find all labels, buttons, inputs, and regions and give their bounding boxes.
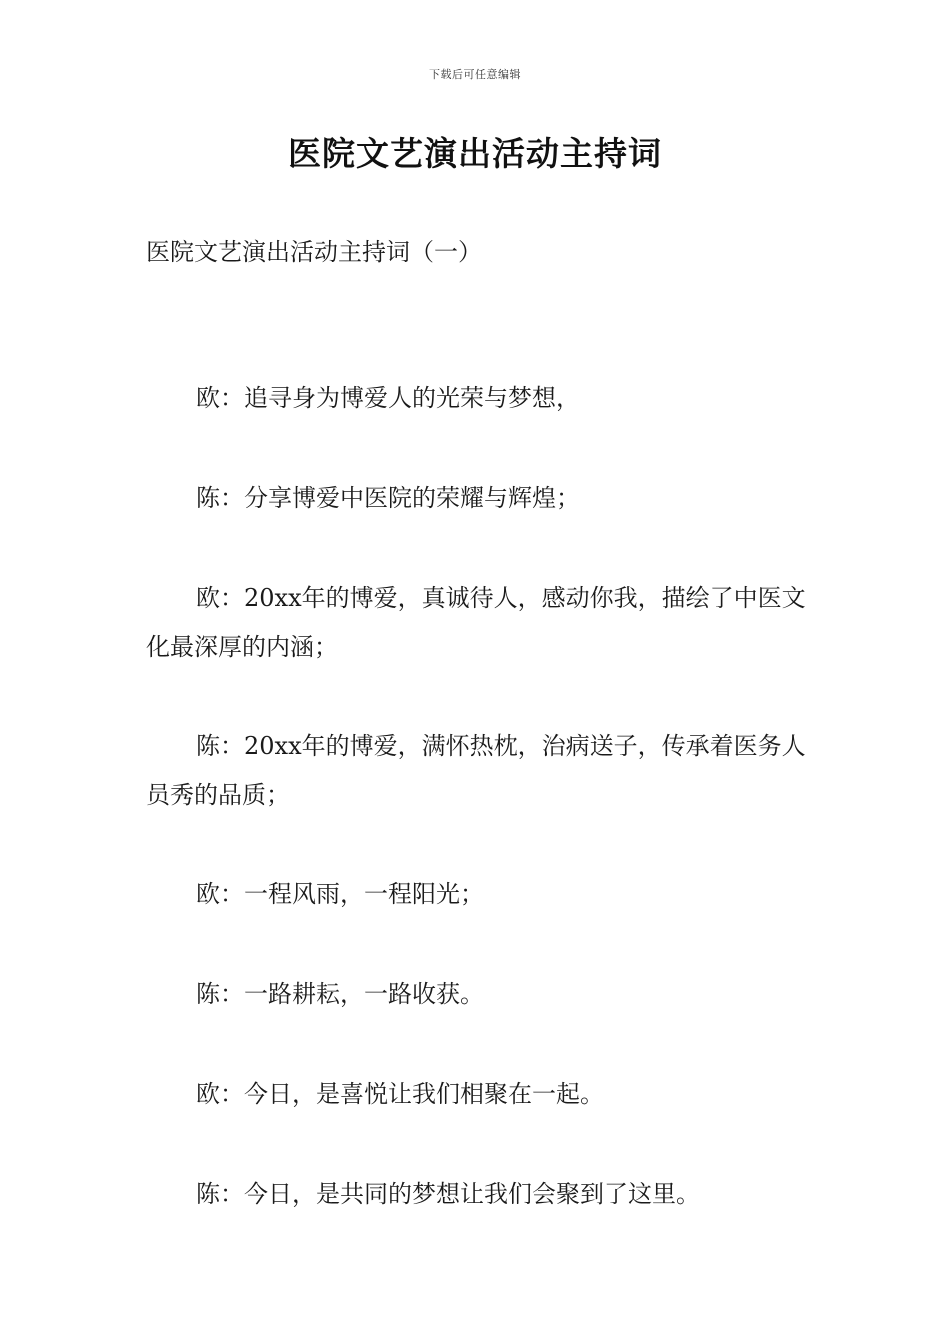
header-note: 下载后可任意编辑	[429, 68, 521, 81]
dialogue-paragraph: 陈：分享博爱中医院的荣耀与辉煌；	[196, 484, 580, 512]
dialogue-paragraph: 陈：今日，是共同的梦想让我们会聚到了这里。	[196, 1180, 700, 1208]
section-subtitle: 医院文艺演出活动主持词（一）	[146, 238, 482, 266]
dialogue-paragraph: 欧：一程风雨，一程阳光；	[196, 880, 484, 908]
dialogue-paragraph: 陈：一路耕耘，一路收获。	[196, 980, 484, 1008]
dialogue-paragraph: 欧：追寻身为博爱人的光荣与梦想，	[196, 384, 580, 412]
dialogue-paragraph: 陈：20xx年的博爱，满怀热枕，治病送子，传承着医务人员秀的品质；	[146, 732, 806, 809]
document-title: 医院文艺演出活动主持词	[288, 134, 662, 173]
dialogue-paragraph: 欧：今日，是喜悦让我们相聚在一起。	[196, 1080, 604, 1108]
dialogue-paragraph: 欧：20xx年的博爱，真诚待人，感动你我，描绘了中医文化最深厚的内涵；	[146, 584, 806, 661]
